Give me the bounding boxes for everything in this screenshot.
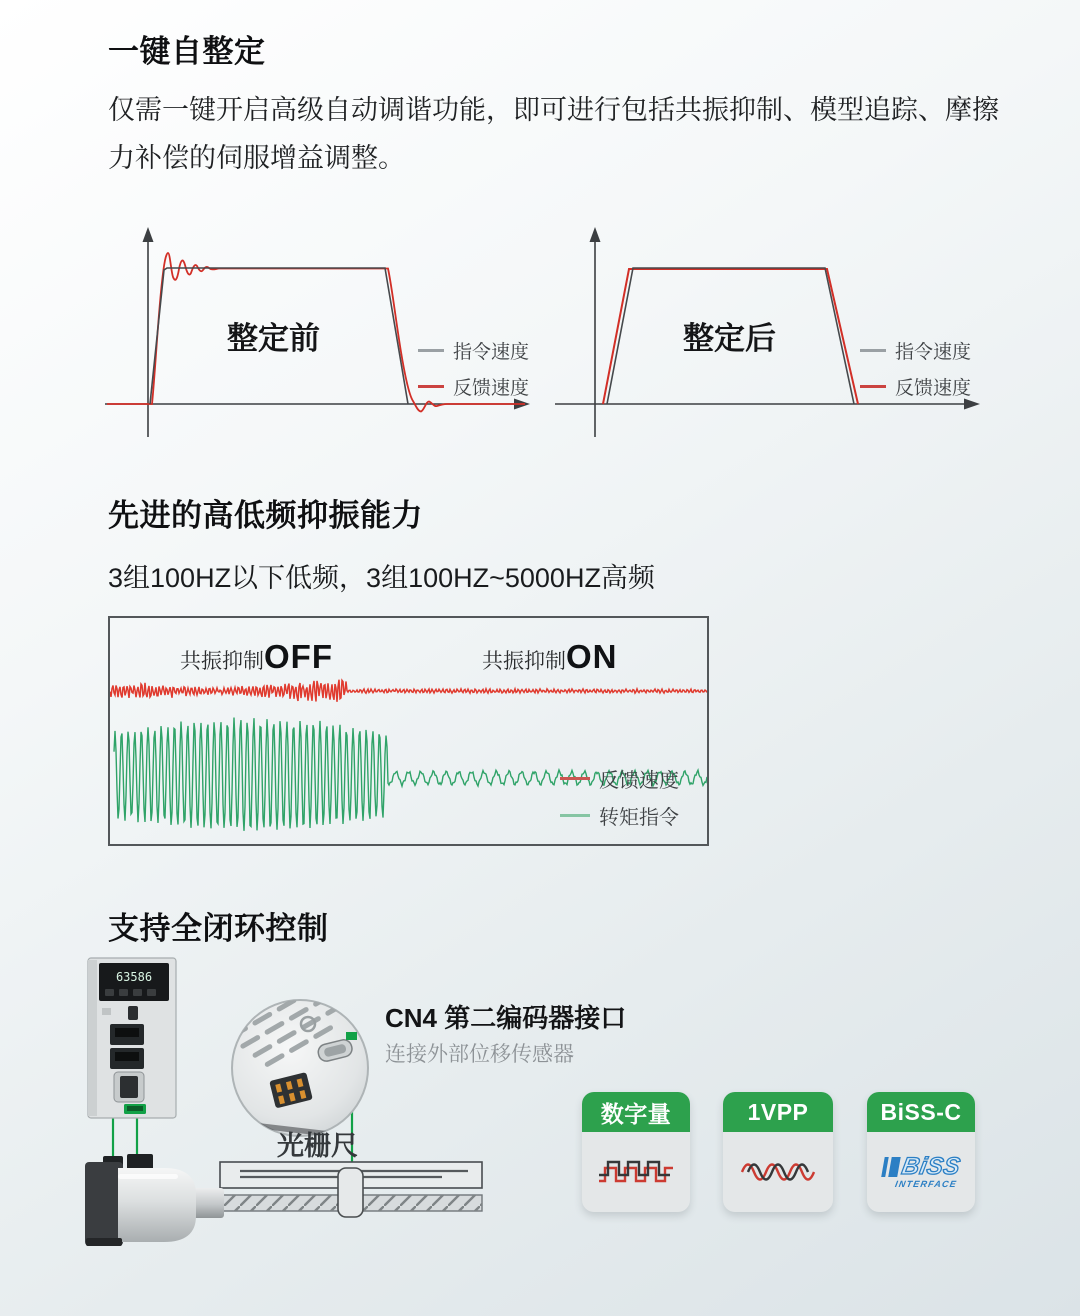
badge-biss-c [867,1092,975,1212]
scale-reader-head [338,1168,363,1217]
legend-row-feedback [560,764,679,793]
before-chart-canvas [105,225,535,440]
self-tuning-description: 仅需一键开启高级自动调谐功能，即可进行包括共振抑制、模型追踪、摩擦力补偿的伺服增益调整。 [108,95,999,173]
linear-scale-label: 光栅尺 [277,1131,358,1161]
legend-row-command [418,337,529,364]
biss-logo-bars [882,1157,902,1177]
cn4-title: CN4 第二编码器接口 [385,1003,627,1033]
vibration-chart [108,616,709,846]
drive-display-readout: 63586 [115,970,153,984]
command-line-swatch [860,349,886,352]
biss-logo [880,1152,963,1189]
legend-feedback-label: 反馈速度 [895,378,972,399]
biss-logo-subtext: INTERFACE [894,1178,959,1189]
legend-row-feedback [860,373,971,400]
legend-feedback-label: 反馈速度 [453,378,530,399]
resonance-off-label [180,638,333,676]
servo-drive-graphic [88,958,176,1118]
motor-graphic [85,1154,196,1246]
legend-row-torque [560,801,679,830]
legend-torque-label: 转矩指令 [599,807,679,829]
y-axis-arrow-icon [590,227,601,242]
legend-row-feedback [418,373,529,400]
after-chart-legend [860,337,971,400]
legend-command-label: 指令速度 [895,342,972,363]
before-chart-label: 整定前 [227,321,320,356]
after-tuning-chart [555,225,985,440]
feedback-line-swatch [560,777,590,780]
square-wave-icon [597,1151,675,1193]
badge-digital-label: 数字量 [582,1092,690,1132]
section-title-closed-loop: 支持全闭环控制 [108,911,329,946]
y-axis-arrow-icon [143,227,154,242]
resonance-on-state: ON [566,638,618,675]
legend-command-label: 指令速度 [453,342,530,363]
resonance-off-prefix: 共振抑制 [180,650,264,673]
legend-row-command [860,337,971,364]
sine-wave-icon [740,1155,816,1189]
feedback-waveform [110,680,707,702]
badge-digital [582,1092,690,1212]
drive-usb-port [128,1006,138,1020]
cn4-subtitle: 连接外部位移传感器 [385,1043,574,1066]
resonance-on-label [482,638,618,676]
x-axis-arrow-icon [964,399,980,410]
badge-biss-c-label: BiSS-C [867,1092,975,1132]
vibration-legend [560,764,679,830]
biss-logo-text: BiSS [900,1152,963,1180]
section-title-vibration: 先进的高低频抑振能力 [108,498,423,533]
section-title-self-tuning: 一键自整定 [108,34,266,69]
before-chart-legend [418,337,529,400]
torque-line-swatch [560,814,590,817]
resonance-off-state: OFF [264,638,333,675]
feedback-line-swatch [860,385,886,388]
badge-1vpp-label: 1VPP [723,1092,833,1132]
legend-feedback-label: 反馈速度 [599,770,679,792]
command-line-swatch [418,349,444,352]
feedback-line-swatch [418,385,444,388]
badge-1vpp [723,1092,833,1212]
vibration-subtitle: 3组100HZ以下低频，3组100HZ~5000HZ高频 [108,563,655,593]
encoder-callout-circle [227,977,370,1136]
resonance-on-prefix: 共振抑制 [482,650,566,673]
before-tuning-chart [105,225,535,440]
after-chart-label: 整定后 [683,321,776,356]
